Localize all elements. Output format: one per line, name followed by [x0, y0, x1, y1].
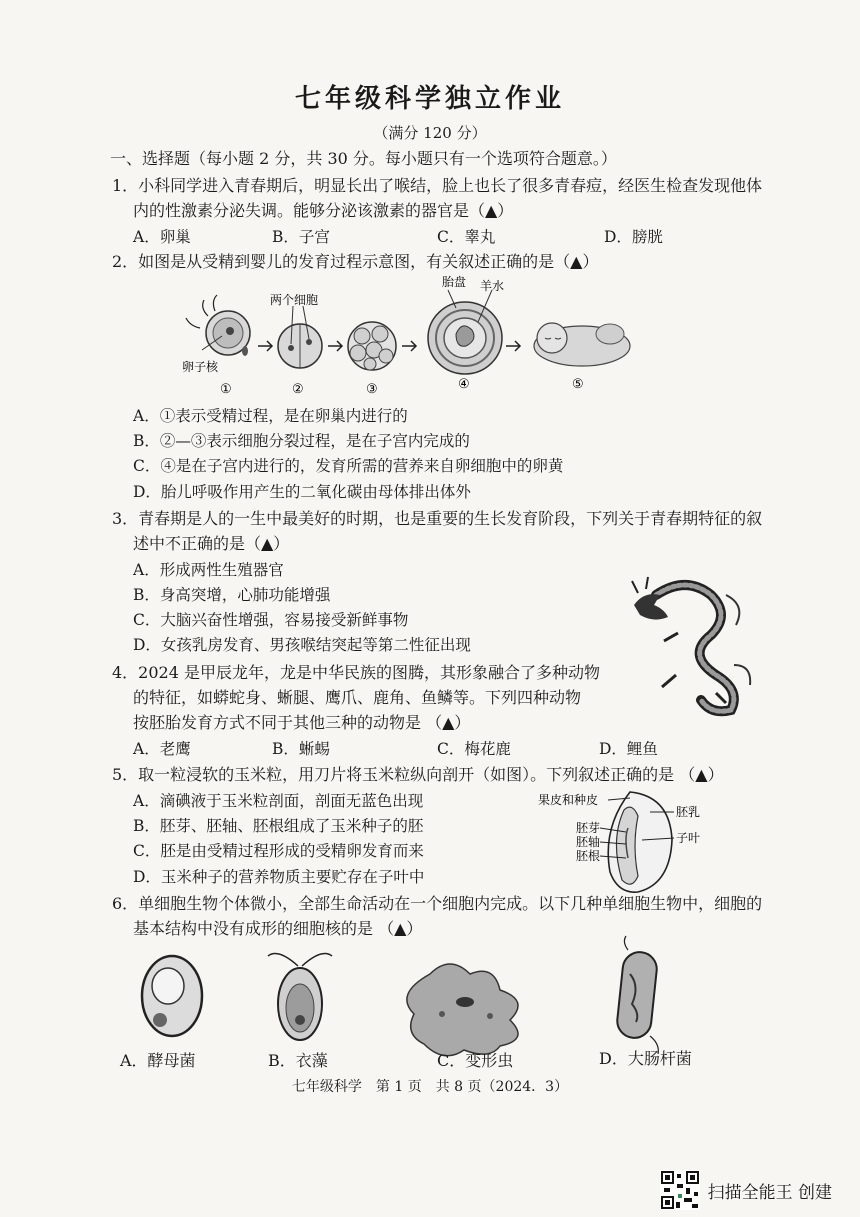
question-4-line3: 按胚胎发育方式不同于其他三种的动物是 （▲） — [133, 713, 471, 732]
dragon-illustration — [616, 575, 756, 715]
question-1-line1: 1．小科同学进入青春期后，明显长出了喉结，脸上也长了很多青春痘，经医生检查发现他体 — [112, 176, 763, 195]
label-two-cells: 两个细胞 — [270, 293, 319, 307]
stage-number-3: ③ — [366, 382, 378, 397]
label-amniotic-fluid: 羊水 — [480, 279, 505, 293]
qr-code-icon — [660, 1170, 700, 1210]
label-endosperm: 胚乳 — [676, 805, 701, 819]
q1-option-c: C．睾丸 — [437, 228, 496, 246]
section-heading: 一、选择题（每小题 2 分，共 30 分。每小题只有一个选项符合题意。） — [110, 149, 617, 168]
q6-option-d: D．大肠杆菌 — [599, 1049, 692, 1068]
q3-option-d: D．女孩乳房发育、男孩喉结突起等第二性征出现 — [133, 636, 471, 654]
baby-stage — [534, 323, 630, 366]
arrow-icon — [506, 341, 520, 351]
q6-option-c: C．变形虫 — [437, 1051, 514, 1070]
label-plumule: 胚芽 — [576, 821, 601, 835]
question-4-line2: 的特征，如蟒蛇身、蜥腿、鹰爪、鹿角、鱼鳞等。下列四种动物 — [133, 688, 582, 707]
arrow-icon — [328, 341, 342, 351]
two-cell-stage — [278, 306, 322, 368]
q4-option-d: D．鲤鱼 — [599, 740, 658, 758]
label-hypocotyl: 胚轴 — [576, 835, 601, 849]
q4-option-a: A．老鹰 — [133, 740, 191, 758]
stage-number-1: ① — [220, 382, 232, 397]
arrow-icon — [402, 341, 416, 351]
q2-option-a: A．①表示受精过程，是在卵巢内进行的 — [133, 407, 408, 425]
question-3-line1: 3．青春期是人的一生中最美好的时期，也是重要的生长发育阶段，下列关于青春期特征的叙 — [112, 509, 763, 528]
q1-option-d: D．膀胱 — [604, 228, 663, 246]
q2-option-c: C．④是在子宫内进行的，发育所需的营养来自卵细胞中的卵黄 — [133, 457, 564, 475]
label-radicle: 胚根 — [576, 849, 601, 863]
page-footer: 七年级科学 第 1 页 共 8 页（2024．3） — [291, 1079, 569, 1095]
q3-option-a: A．形成两性生殖器官 — [133, 561, 284, 579]
chlamydomonas-cell — [268, 954, 332, 1040]
yeast-cell — [142, 956, 202, 1036]
q2-option-b: B．②—③表示细胞分裂过程，是在子宫内完成的 — [133, 432, 470, 450]
page-title: 七年级科学独立作业 — [294, 84, 565, 114]
corn-seed-diagram — [538, 788, 738, 896]
q1-option-b: B．子宫 — [272, 228, 330, 246]
question-6-line2: 基本结构中没有成形的细胞核的是 （▲） — [133, 919, 423, 938]
label-egg-nucleus: 卵子核 — [182, 360, 219, 374]
watermark-text: 扫描全能王 创建 — [707, 1182, 832, 1203]
stage-number-5: ⑤ — [572, 377, 584, 392]
q3-option-b: B．身高突增，心肺功能增强 — [133, 586, 331, 604]
scanner-watermark — [660, 1170, 832, 1210]
single-cell-organisms — [130, 944, 690, 1044]
label-cotyledon: 子叶 — [676, 831, 701, 845]
morula-stage — [348, 322, 396, 370]
q1-option-a: A．卵巢 — [133, 228, 191, 246]
embryo-uterus-stage — [428, 290, 502, 374]
stage-number-2: ② — [292, 382, 304, 397]
q6-option-b: B．衣藻 — [268, 1051, 328, 1070]
amoeba-cell — [407, 964, 518, 1056]
arrow-icon — [258, 341, 272, 351]
q5-option-d: D．玉米种子的营养物质主要贮存在子叶中 — [133, 868, 425, 886]
question-1-line2: 内的性激素分泌失调。能够分泌该激素的器官是（▲） — [133, 201, 514, 220]
e-coli-cell — [616, 936, 659, 1054]
q4-option-b: B．蜥蜴 — [272, 740, 330, 758]
egg-cell-stage — [186, 295, 250, 356]
label-pericarp: 果皮和种皮 — [538, 793, 599, 807]
q5-option-b: B．胚芽、胚轴、胚根组成了玉米种子的胚 — [133, 817, 424, 835]
question-3-line2: 述中不正确的是（▲） — [133, 534, 290, 553]
stage-number-4: ④ — [458, 377, 470, 392]
question-5-stem: 5．取一粒浸软的玉米粒，用刀片将玉米粒纵向剖开（如图）。下列叙述正确的是 （▲） — [112, 765, 724, 784]
q6-option-a: A．酵母菌 — [120, 1051, 196, 1070]
label-placenta: 胎盘 — [442, 275, 467, 289]
q3-option-c: C．大脑兴奋性增强，容易接受新鲜事物 — [133, 611, 409, 629]
question-4-line1: 4．2024 是甲辰龙年，龙是中华民族的图腾，其形象融合了多种动物 — [112, 663, 600, 682]
q2-option-d: D．胎儿呼吸作用产生的二氧化碳由母体排出体外 — [133, 483, 471, 501]
question-6-line1: 6．单细胞生物个体微小，全部生命活动在一个细胞内完成。以下几种单细胞生物中，细胞的 — [112, 894, 763, 913]
q5-option-a: A．滴碘液于玉米粒剖面，剖面无蓝色出现 — [133, 792, 424, 810]
q4-option-c: C．梅花鹿 — [437, 740, 511, 758]
question-2-stem: 2．如图是从受精到婴儿的发育过程示意图，有关叙述正确的是（▲） — [112, 252, 599, 271]
score-note: （满分 120 分） — [373, 124, 487, 142]
q5-option-c: C．胚是由受精过程形成的受精卵发育而来 — [133, 842, 424, 860]
fertilization-diagram — [180, 276, 640, 401]
